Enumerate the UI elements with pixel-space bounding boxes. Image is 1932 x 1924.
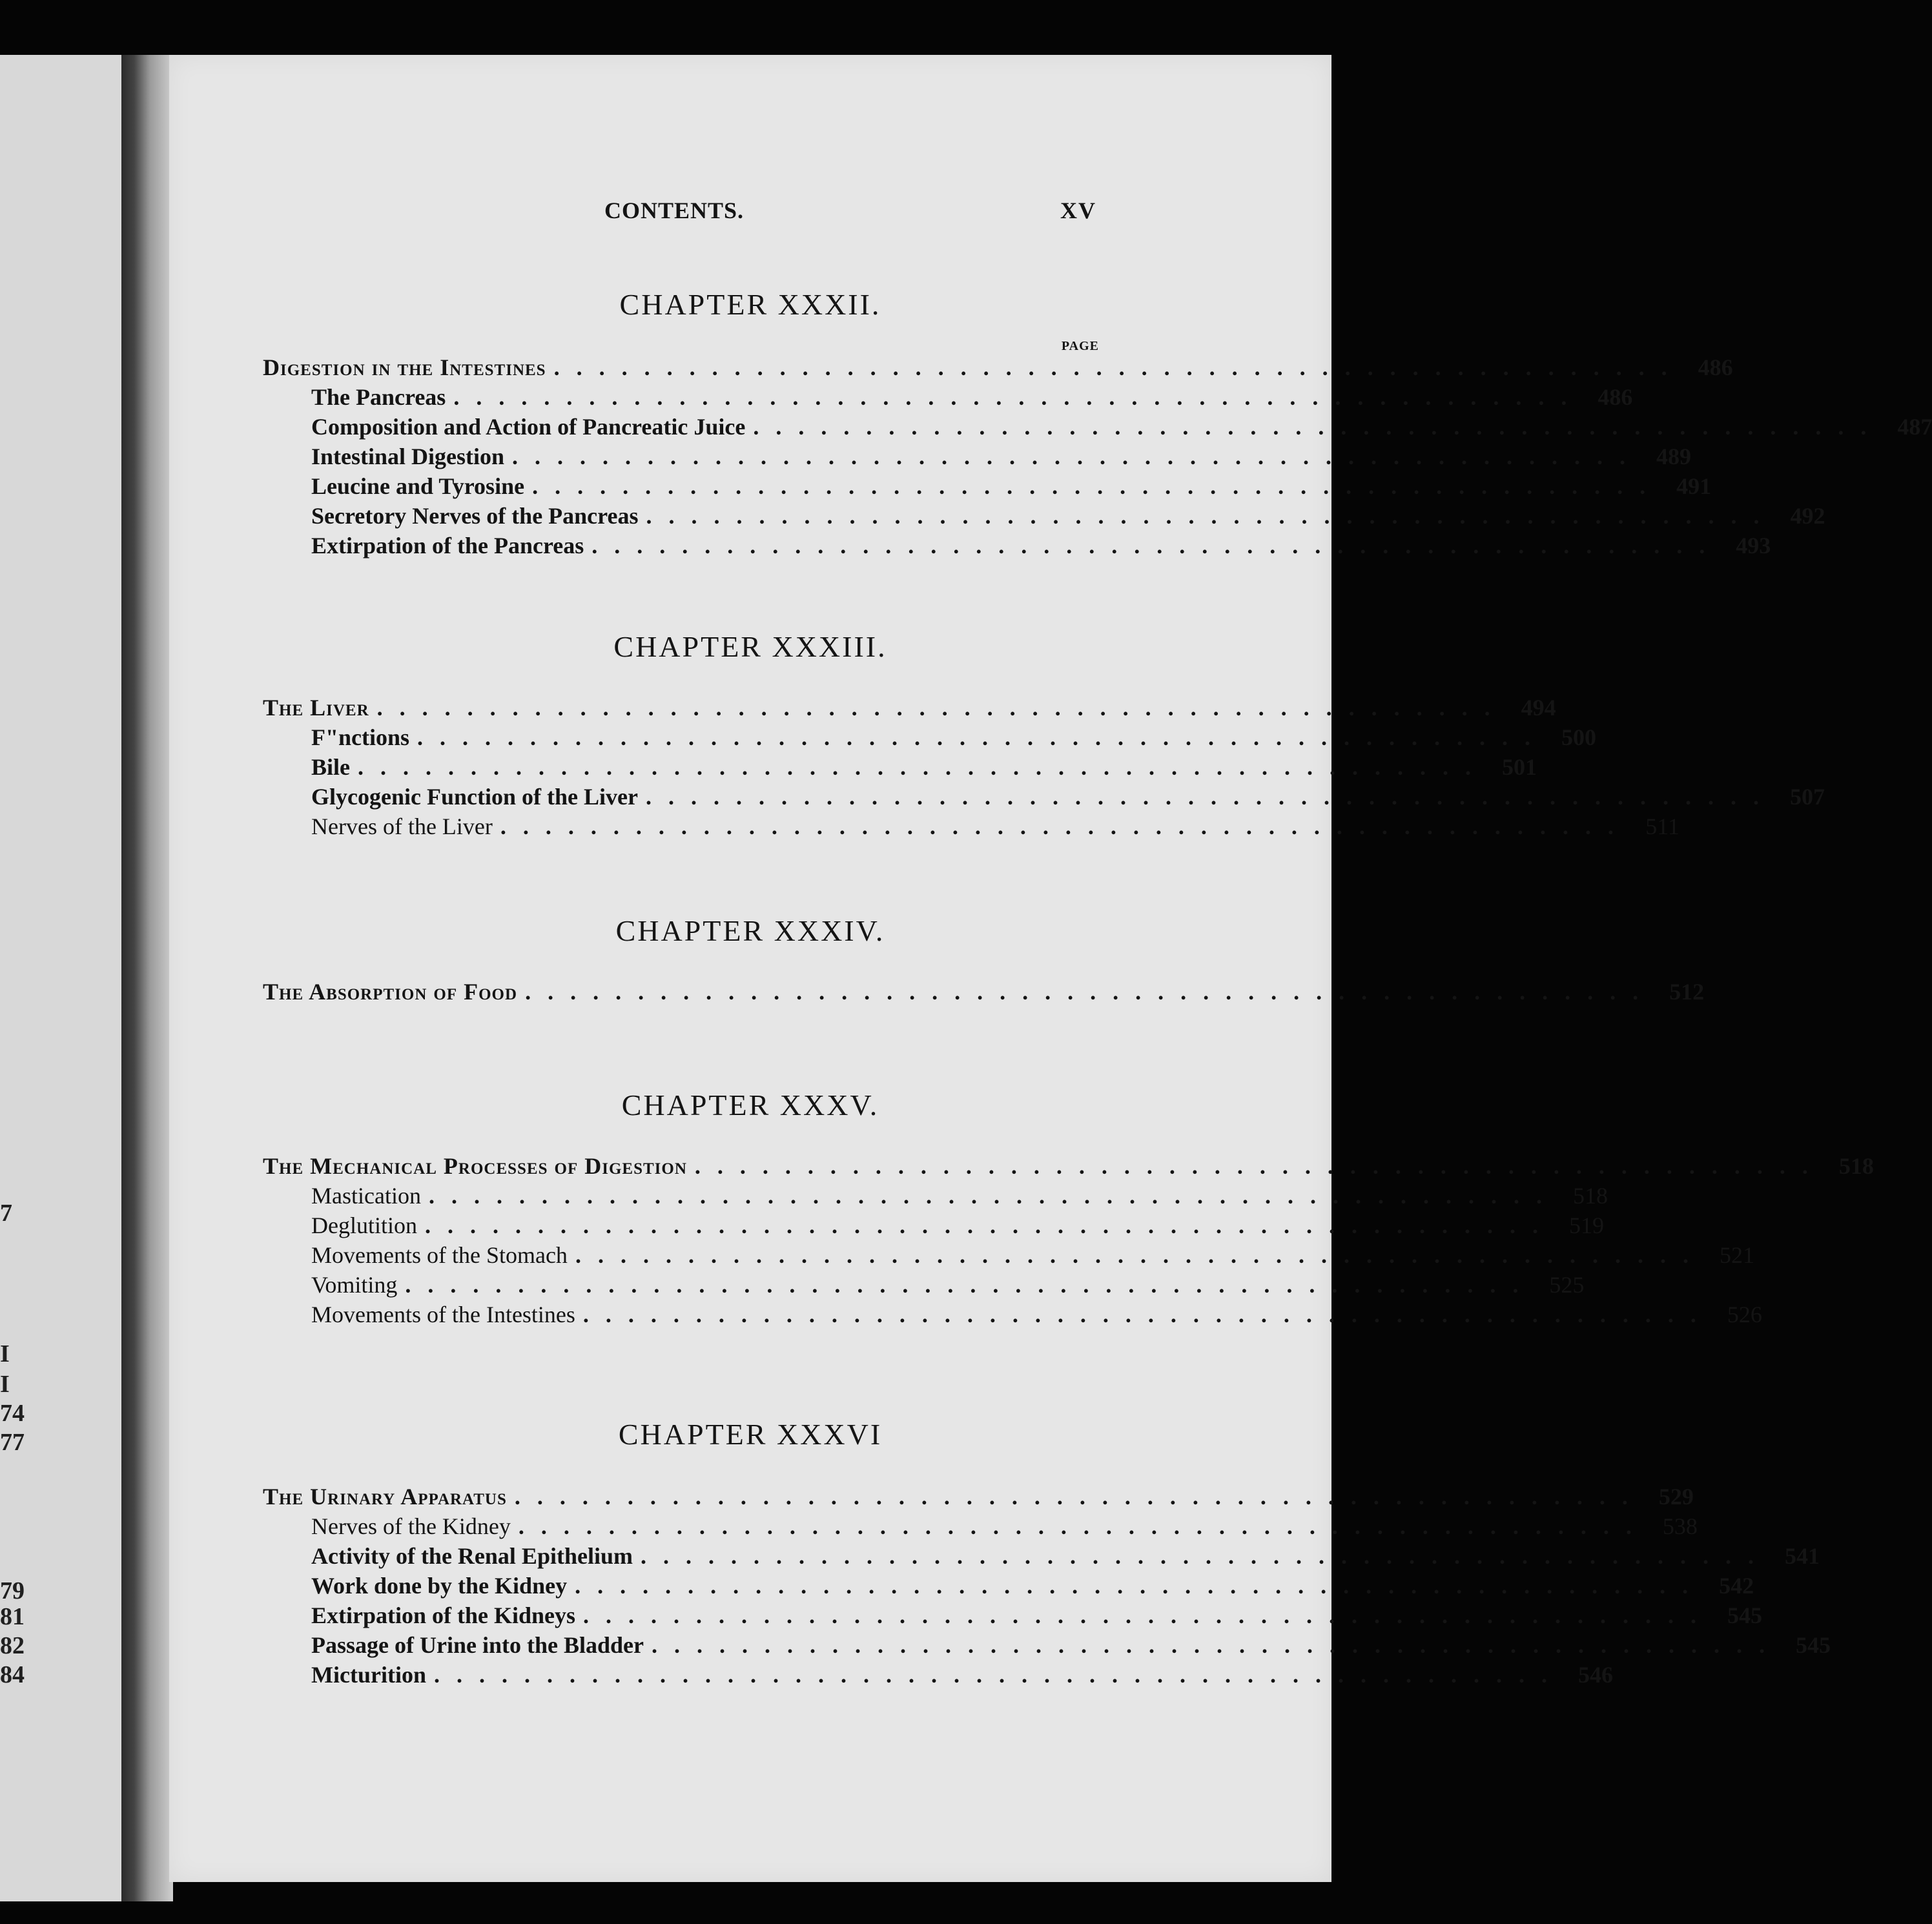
toc-entry-page: 486 — [1598, 384, 1633, 410]
toc-entry — [263, 1152, 1874, 1182]
toc-entry-page: 487 — [1897, 414, 1932, 440]
toc-entry-title: Movements of the Stomach — [311, 1242, 568, 1268]
toc-entry-page: 511 — [1645, 814, 1680, 839]
toc-entry-page: 501 — [1502, 754, 1537, 780]
toc-entry — [311, 443, 1692, 473]
toc-entry-title: Work done by the Kidney — [311, 1573, 568, 1599]
chapter-heading: CHAPTER XXXVI — [618, 1418, 883, 1451]
toc-entry — [311, 1212, 1604, 1242]
facing-page-numbers — [0, 55, 39, 1901]
facing-page-edge — [0, 55, 123, 1901]
facing-page-number: I — [0, 1340, 10, 1367]
toc-entry-title: Activity of the Renal Epithelium — [311, 1543, 633, 1569]
toc-entry-page: 546 — [1577, 1662, 1613, 1688]
facing-page-number: 74 — [0, 1400, 25, 1427]
toc-entry — [311, 1661, 1613, 1691]
toc-entry-title: Extirpation of the Kidneys — [311, 1602, 576, 1628]
toc-entry-page: 518 — [1572, 1183, 1608, 1209]
dot-leader: .................................................. — [753, 414, 1884, 440]
toc-entry-page: 486 — [1698, 354, 1733, 380]
toc-entry — [311, 1632, 1831, 1661]
toc-entry-page: 545 — [1795, 1632, 1831, 1658]
contents-page — [169, 55, 1932, 1882]
dot-leader: .................................................. — [640, 1543, 1771, 1569]
dot-leader: .................................................. — [582, 1302, 1713, 1327]
toc-entry-page: 507 — [1789, 784, 1825, 810]
toc-entry-title: Mastication — [311, 1183, 421, 1209]
toc-entry-title: Micturition — [311, 1662, 426, 1688]
toc-entry — [311, 532, 1771, 562]
dot-leader: .................................................. — [645, 784, 1776, 810]
dot-leader: .................................................. — [428, 1183, 1559, 1209]
dot-leader: .................................................. — [591, 533, 1722, 558]
toc-entry-title: Composition and Action of Pancreatic Juice — [311, 414, 746, 440]
toc-entry-page: 545 — [1727, 1602, 1763, 1628]
toc-entry — [311, 1602, 1763, 1632]
toc-entry-title: F"nctions — [311, 724, 409, 750]
toc-entry-page: 529 — [1658, 1484, 1694, 1510]
toc-entry-page: 493 — [1736, 533, 1771, 558]
toc-entry-page: 541 — [1784, 1543, 1820, 1569]
dot-leader: .................................................. — [583, 1602, 1714, 1628]
toc-entry — [311, 1572, 1754, 1602]
dot-leader: .................................................. — [512, 444, 1643, 469]
toc-entry — [263, 354, 1733, 384]
toc-entry-title: Deglutition — [311, 1213, 417, 1238]
dot-leader: .................................................. — [575, 1242, 1705, 1268]
chapter-heading: CHAPTER XXXV. — [621, 1089, 879, 1121]
facing-page-number: 77 — [0, 1429, 25, 1456]
dot-leader: .................................................. — [358, 754, 1488, 780]
toc-entry — [311, 1542, 1820, 1572]
toc-entry-page: 526 — [1727, 1302, 1762, 1327]
toc-entry-page: 489 — [1656, 444, 1692, 469]
toc-entry-title: Digestion in the Intestines — [263, 354, 546, 380]
dot-leader: .................................................. — [405, 1272, 1536, 1298]
toc-entry-page: 519 — [1569, 1213, 1604, 1238]
running-header-title: CONTENTS. — [604, 198, 745, 223]
toc-entry — [311, 502, 1825, 532]
chapter-heading: CHAPTER XXXII. — [619, 288, 881, 321]
toc-entry-page: 500 — [1561, 724, 1596, 750]
dot-leader: .................................................. — [417, 724, 1547, 750]
toc-entry — [311, 413, 1932, 443]
toc-entry-page: 491 — [1676, 473, 1712, 499]
dot-leader: .................................................. — [518, 1513, 1649, 1539]
toc-entry — [263, 1483, 1694, 1513]
dot-leader: .................................................. — [500, 814, 1630, 839]
dot-leader: .................................................. — [453, 384, 1584, 410]
dot-leader: .................................................. — [553, 354, 1684, 380]
toc-entry-title: The Absorption of Food — [263, 979, 518, 1005]
toc-entry-title: The Urinary Apparatus — [263, 1484, 507, 1510]
facing-page-number: I — [0, 1371, 10, 1398]
facing-page-number: 7 — [0, 1200, 12, 1227]
running-header-page-number: XV — [1060, 198, 1096, 223]
toc-entry — [311, 1513, 1698, 1542]
dot-leader: .................................................. — [694, 1153, 1825, 1179]
toc-entry-title: Bile — [311, 754, 350, 780]
toc-entry — [311, 384, 1633, 413]
dot-leader: .................................................. — [651, 1632, 1782, 1658]
toc-entry-page: 538 — [1662, 1513, 1698, 1539]
dot-leader: .................................................. — [376, 695, 1507, 721]
facing-page-number: 81 — [0, 1603, 25, 1630]
toc-entry — [311, 783, 1825, 813]
facing-page-number: 84 — [0, 1661, 25, 1688]
toc-entry-title: Nerves of the Kidney — [311, 1513, 511, 1539]
toc-entry — [311, 1182, 1608, 1212]
toc-entry — [263, 978, 1705, 1008]
toc-entry — [311, 753, 1537, 783]
toc-entry-title: Intestinal Digestion — [311, 444, 505, 469]
toc-entry — [311, 724, 1596, 753]
dot-leader: .................................................. — [525, 979, 1656, 1005]
toc-entry-title: Nerves of the Liver — [311, 814, 493, 839]
chapter-heading: CHAPTER XXXIV. — [615, 914, 885, 947]
dot-leader: .................................................. — [514, 1484, 1645, 1510]
toc-entry-page: 521 — [1719, 1242, 1754, 1268]
toc-entry — [311, 813, 1680, 843]
facing-page-number: 82 — [0, 1632, 25, 1659]
toc-entry-title: Glycogenic Function of the Liver — [311, 784, 638, 810]
toc-entry — [311, 1242, 1754, 1271]
toc-entry-page: 525 — [1549, 1272, 1585, 1298]
toc-entry — [311, 1271, 1585, 1301]
toc-entry-title: Passage of Urine into the Bladder — [311, 1632, 644, 1658]
dot-leader: .................................................. — [532, 473, 1663, 499]
dot-leader: .................................................. — [575, 1573, 1705, 1599]
page-column-label: PAGE — [1061, 339, 1099, 353]
toc-entry-page: 512 — [1669, 979, 1705, 1005]
toc-entry-title: The Mechanical Processes of Digestion — [263, 1153, 687, 1179]
toc-entry-title: Vomiting — [311, 1272, 398, 1298]
toc-entry-title: Extirpation of the Pancreas — [311, 533, 584, 558]
toc-entry-page: 518 — [1838, 1153, 1874, 1179]
toc-entry-title: Secretory Nerves of the Pancreas — [311, 503, 639, 529]
toc-entry-title: The Pancreas — [311, 384, 446, 410]
toc-entry-page: 542 — [1719, 1573, 1754, 1599]
dot-leader: .................................................. — [433, 1662, 1564, 1688]
chapter-heading: CHAPTER XXXIII. — [613, 630, 887, 663]
toc-entry — [311, 473, 1712, 502]
facing-page-number: 79 — [0, 1577, 25, 1604]
dot-leader: .................................................. — [646, 503, 1776, 529]
toc-entry-title: Movements of the Intestines — [311, 1302, 575, 1327]
toc-entry-page: 494 — [1521, 695, 1556, 721]
toc-entry — [263, 694, 1556, 724]
book-spine-gutter — [121, 55, 173, 1901]
dot-leader: .................................................. — [425, 1213, 1555, 1238]
toc-entry-title: The Liver — [263, 695, 369, 721]
toc-entry-page: 492 — [1790, 503, 1825, 529]
toc-entry — [311, 1301, 1762, 1331]
toc-entry-title: Leucine and Tyrosine — [311, 473, 525, 499]
